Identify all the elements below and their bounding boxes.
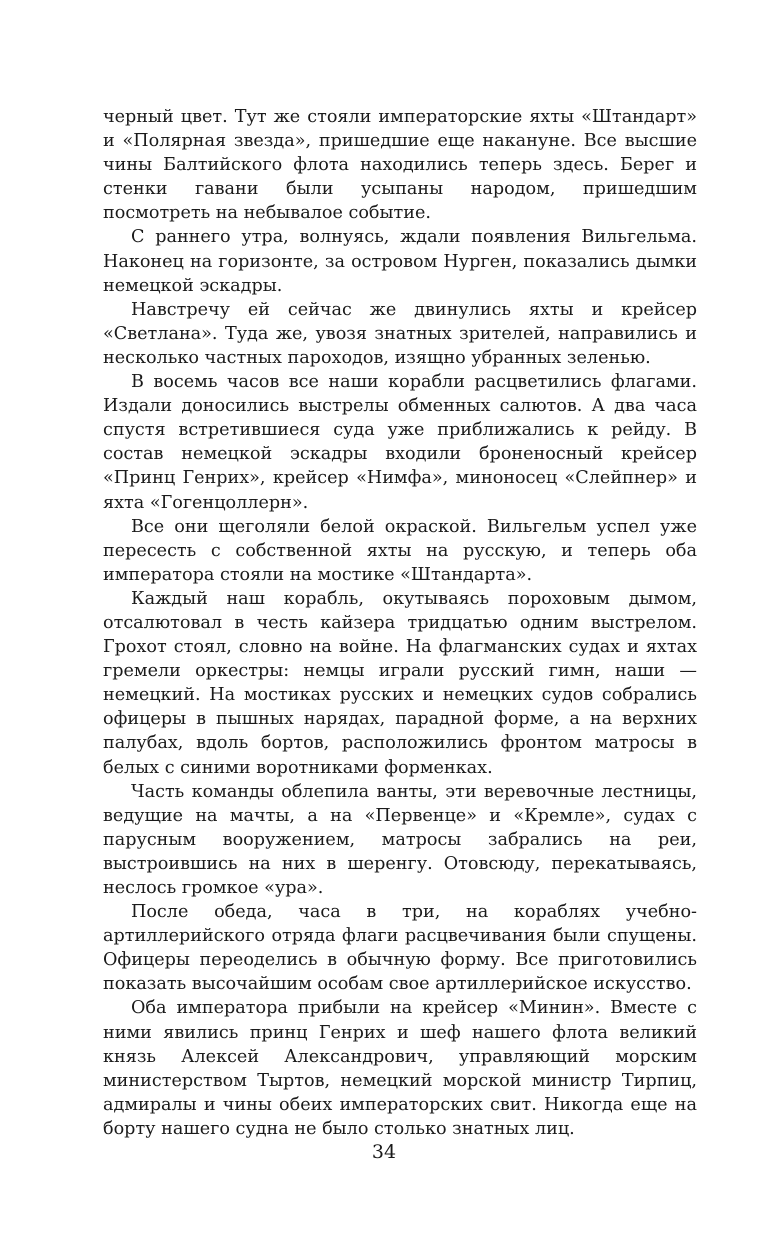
paragraph: С раннего утра, волнуясь, ждали появления Вильгельма. Наконец на горизонте, за островом Нурген, показались дымки немецкой эскадры. (103, 227, 697, 296)
page-number: 34 (371, 1141, 397, 1163)
paragraph: черный цвет. Тут же стояли императорские яхты «Штандарт» и «Полярная звезда», пришедшие еще накануне. Все высшие чины Балтийского флота находились теперь здесь. Берег и стенки гавани были усыпаны народом, пришедшим посмотреть на небывалое событие. (103, 107, 697, 224)
paragraph: После обеда, часа в три, на кораблях учебно-артиллерийского отряда флаги расцвечивания были спущены. Офицеры переоделись в обычную форму. Все приготовились показать высочайшим особам свое артиллерийское искусство. (103, 902, 697, 995)
body-text (103, 105, 697, 1141)
paragraph: Навстречу ей сейчас же двинулись яхты и крейсер «Светлана». Туда же, увозя знатных зрителей, направились и несколько частных пароходов, изящно убранных зеленью. (103, 299, 697, 368)
paragraph: Оба императора прибыли на крейсер «Минин». Вместе с ними явились принц Генрих и шеф нашего флота великий князь Алексей Александрович, управляющий морским министерством Тыртов, немецкий морской министр Тирпиц, адмиралы и чины обеих императорских свит. Никогда еще на борту нашего судна не было столько знатных лиц. (103, 998, 697, 1139)
paragraph: В восемь часов все наши корабли расцветились флагами. Издали доносились выстрелы обменных салютов. А два часа спустя встретившиеся суда уже приближались к рейду. В состав немецкой эскадры входили броненосный крейсер «Принц Генрих», крейсер «Нимфа», миноносец «Слейпнер» и яхта «Гогенцоллерн». (103, 372, 697, 513)
paragraph: Часть команды облепила ванты, эти веревочные лестницы, ведущие на мачты, а на «Первенце» и «Кремле», судах с парусным вооружением, матросы забрались на реи, выстроившись на них в шеренгу. Отовсюду, перекатываясь, неслось громкое «ура». (103, 781, 697, 898)
paragraph: Каждый наш корабль, окутываясь пороховым дымом, отсалютовал в честь кайзера тридцатью одним выстрелом. Грохот стоял, словно на войне. На флагманских судах и яхтах гремели оркестры: немцы играли русский гимн, наши — немецкий. На мостиках русских и немецких судов собрались офицеры в пышных нарядах, парадной форме, а на верхних палубах, вдоль бортов, расположились фронтом матросы в белых с синими воротниками форменках. (103, 588, 697, 778)
page-body (103, 105, 697, 1141)
paragraph: Все они щеголяли белой окраской. Вильгельм успел уже пересесть с собственной яхты на русскую, и теперь оба императора стояли на мостике «Штандарта». (103, 516, 697, 585)
